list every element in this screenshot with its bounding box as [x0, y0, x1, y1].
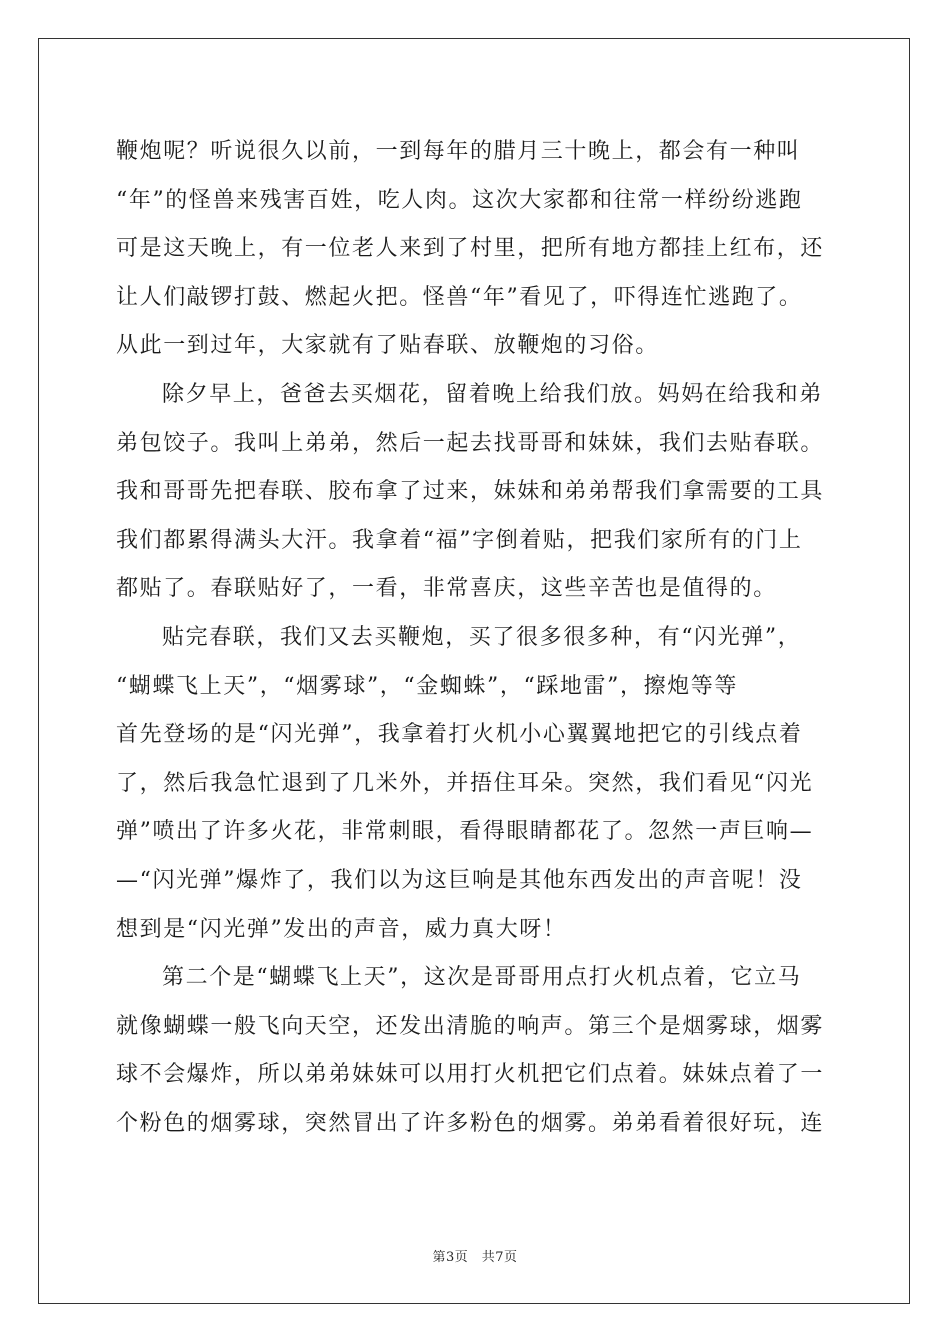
paragraph-start-line: 除夕早上，爸爸去买烟花，留着晚上给我们放。妈妈在给我和弟 — [162, 381, 823, 407]
text-line: “蝴蝶飞上天”，“烟雾球”，“金蜘蛛”，“踩地雷”，擦炮等等 — [116, 673, 738, 699]
paragraph-start-line: 第二个是“蝴蝶飞上天”，这次是哥哥用点打火机点着，它立马 — [162, 965, 802, 991]
text-line: “年”的怪兽来残害百姓，吃人肉。这次大家都和往常一样纷纷逃跑 — [116, 187, 803, 213]
page-number-footer: 第3页 共7页 — [432, 1250, 518, 1265]
text-line: 我们都累得满头大汗。我拿着“福”字倒着贴，把我们家所有的门上 — [116, 527, 803, 553]
text-line: 都贴了。春联贴好了，一看，非常喜庆，这些辛苦也是值得的。 — [116, 576, 777, 602]
paragraph-start-line: 贴完春联，我们又去买鞭炮，买了很多很多种，有“闪光弹”， — [162, 624, 802, 650]
text-line: 想到是“闪光弹”发出的声音，威力真大呀！ — [116, 916, 567, 942]
text-line: 了，然后我急忙退到了几米外，并捂住耳朵。突然，我们看见“闪光 — [116, 770, 814, 796]
text-line: 首先登场的是“闪光弹”，我拿着打火机小心翼翼地把它的引线点着 — [116, 722, 803, 748]
text-line: 弹”喷出了许多火花，非常刺眼，看得眼睛都花了。忽然一声巨响— — [116, 819, 814, 845]
text-line: 可是这天晚上，有一位老人来到了村里，把所有地方都挂上红布，还 — [116, 236, 825, 262]
text-line: 弟包饺子。我叫上弟弟，然后一起去找哥哥和妹妹，我们去贴春联。 — [116, 430, 825, 456]
text-line: 让人们敲锣打鼓、燃起火把。怪兽“年”看见了，吓得连忙逃跑了。 — [116, 284, 803, 310]
text-line: 就像蝴蝶一般飞向天空，还发出清脆的响声。第三个是烟雾球，烟雾 — [116, 1013, 825, 1039]
text-line: 我和哥哥先把春联、胶布拿了过来，妹妹和弟弟帮我们拿需要的工具 — [116, 479, 825, 505]
text-line: 个粉色的烟雾球，突然冒出了许多粉色的烟雾。弟弟看着很好玩，连 — [116, 1110, 825, 1136]
text-line: 从此一到过年，大家就有了贴春联、放鞭炮的习俗。 — [116, 333, 659, 359]
text-line: —“闪光弹”爆炸了，我们以为这巨响是其他东西发出的声音呢！没 — [116, 867, 803, 893]
text-line: 鞭炮呢？听说很久以前，一到每年的腊月三十晚上，都会有一种叫 — [116, 139, 801, 164]
document-body — [116, 128, 836, 1148]
text-line: 球不会爆炸，所以弟弟妹妹可以用打火机把它们点着。妹妹点着了一 — [116, 1062, 825, 1088]
